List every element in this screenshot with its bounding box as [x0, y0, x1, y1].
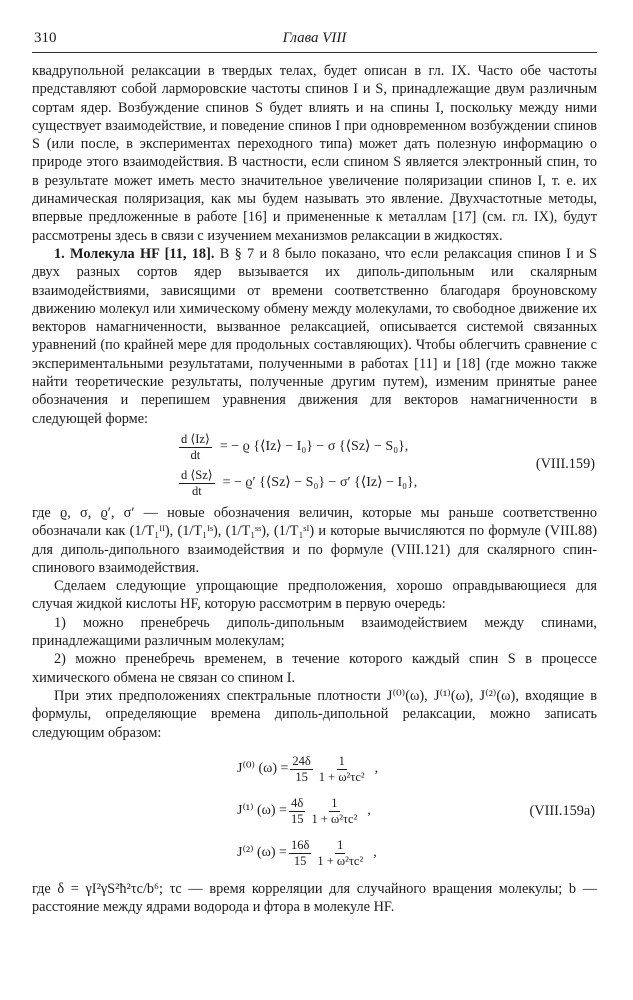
equation-j1: J⁽¹⁾ (ω) = $\frac{4\delta}{15}$ $\frac{1}{\text{1 + ω²τc²}}$ , [237, 795, 371, 826]
chapter-title: Глава VIII [282, 30, 347, 46]
paragraph-spectral-densities: При этих предположениях спектральные плотности J⁽⁰⁾(ω), J⁽¹⁾(ω), J⁽²⁾(ω), входящие в формулы, определяющие времена диполь-дипольной релаксации, можно записать следующим образом: [32, 687, 597, 741]
equation-j0: J⁽⁰⁾ (ω) = $\frac{24\delta}{15}$ $\frac{1}{\text{1 + ω²τc²}}$ , [237, 753, 379, 784]
equation-viii-159 [32, 428, 597, 504]
header-rule [32, 52, 597, 53]
equation-number-159: (VIII.159) [535, 455, 595, 472]
page-header [32, 30, 597, 48]
equation-viii-159a [32, 752, 597, 880]
paragraph-assumption-1: 1) можно пренебречь диполь-дипольным взаимодействием между спинами, принадлежащими различным молекулам; [32, 614, 597, 650]
paragraph-assumption-2: 2) можно пренебречь временем, в течение которого каждый спин S в процессе химического обмена не связан со спином I. [32, 651, 597, 686]
equation-line-sz [177, 468, 417, 499]
paragraph-assumptions: Сделаем следующие упрощающие предположения, хорошо оправдывающиеся для случая жидкой кислоты HF, которую рассмотрим в первую очередь: [32, 578, 597, 613]
page-number: 310 [34, 30, 57, 46]
paragraph-section-hf [32, 245, 597, 428]
section-heading: 1. Молекула HF [11, 18]. [54, 245, 215, 262]
paragraph-notation: где ϱ, σ, ϱ′, σ′ — новые обозначения величин, которые мы раньше соответственно обозначали как (1/T₁ᴵᴵ), (1/T₁ᴵˢ), (1/T₁ˢˢ), (1/T₁ˢᴵ) и которые вычисляются по формуле (VIII.88) для диполь-дипольного взаимодействия и по формуле (VIII.121) для скалярного спин-спинового взаимодействия. [32, 504, 597, 576]
equation-number-159a: (VIII.159a) [529, 802, 595, 819]
rhs-sz: = − ϱ′ {⟨Sz⟩ − S₀} − σ′ {⟨Iz⟩ − I₀}, [222, 475, 418, 491]
paragraph-intro: квадрупольной релаксации в твердых телах, будет описан в гл. IX. Часто обе частоты представляют собой ларморовские частоты спинов I и S, принадлежащие двум различным сортам ядер. Возбуждение спинов S будет влиять и на спины I, поскольку между ними существует взаимодействие, и поведение спинов I при одновременном возбуждении спинов S (или после, в экспериментах переходного типа) может дать полезную информацию о природе этого взаимодействия. В частности, если спином S является электронный спин, то в результате может иметь место значительное увеличение поляризации спинов I, т. е. их динамическая поляризация, как мы будем называть это явление. Двухчастотные методы, впервые предложенные в работе [16] и примененные к металлам [17] (см. гл. IX), будут рассмотрены здесь в связи с изучением механизмов релаксации в жидкостях. [32, 63, 597, 244]
derivative-iz: $\frac{d ⟨Iz⟩}{dt}$ [181, 431, 210, 462]
equation-j2: J⁽²⁾ (ω) = $\frac{16\delta}{15}$ $\frac{1}{\text{1 + ω²τc²}}$ , [237, 837, 377, 868]
paragraph-delta-definition: где δ = γI²γS²ħ²τc/b⁶; τc — время корреляции для случайного вращения молекулы; b — расстояние между ядрами водорода и фтора в молекуле HF. [32, 880, 597, 916]
page-body [32, 62, 597, 916]
rhs-iz: = − ϱ {⟨Iz⟩ − I₀} − σ {⟨Sz⟩ − S₀}, [219, 439, 409, 455]
section-text: В § 7 и 8 было показано, что если релаксация спинов I и S двух разных сортов ядер вызывается их диполь-дипольным или скалярным взаимодействиями, зависящими от времени соответственно благодаря броуновскому движению молекул или химическому обмену между молекулами, то свободное движение их векторов намагниченности, вызванное релаксацией, описывается системой связанных уравнений (по крайней мере для продольных составляющих). Чтобы облегчить сравнение с экспериментальными результатами, полученными в работах [11] и [18] (где можно также найти теоретические результаты, полученные другим путем), изменим принятые ранее обозначения и перепишем уравнения движения для векторов намагниченности в следующей форме: [32, 245, 597, 427]
derivative-sz: $\frac{d ⟨Sz⟩}{dt}$ [181, 467, 213, 498]
equation-line-iz [177, 432, 408, 463]
